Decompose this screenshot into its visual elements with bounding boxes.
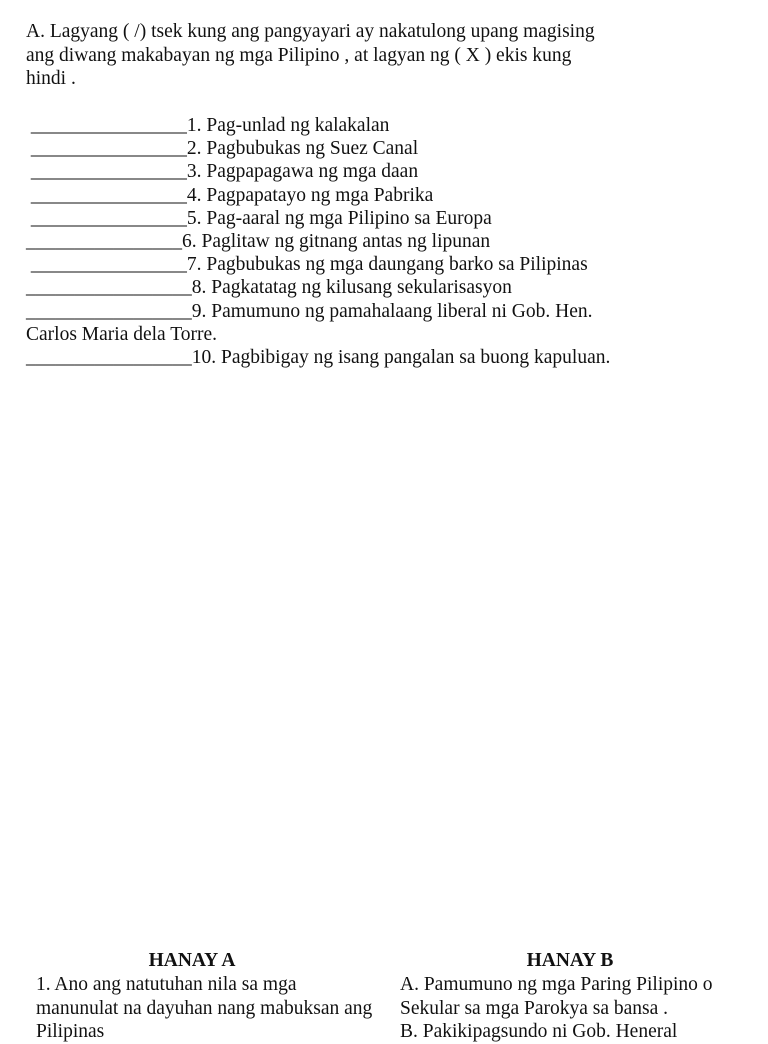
list-item: ________________1. Pag-unlad ng kalakalan (26, 115, 390, 136)
hanay-b-title: HANAY B (526, 950, 614, 971)
list-item: _________________10. Pagbibigay ng isang pangalan sa buong kapuluan. (26, 347, 611, 369)
item-list (26, 114, 746, 369)
list-item: ________________4. Pagpapatayo ng mga Pabrika (26, 184, 434, 206)
hanay-b-item: B. Pakikipagsundo ni Gob. Heneral (400, 1021, 678, 1042)
hanay-b-column (400, 948, 740, 1044)
list-item: ________________3. Pagpapagawa ng mga daan (26, 161, 419, 183)
list-item: ________________7. Pagbubukas ng mga daungang barko sa Pilipinas (26, 254, 588, 276)
hanay-a-column (36, 948, 376, 1044)
instructions-text: A. Lagyang ( /) tsek kung ang pangyayari ay nakatulong upang magising ang diwang makabayan ng mga Pilipino , at lagyan ng ( X ) ekis kung hindi . (26, 21, 595, 89)
list-item: _________________8. Pagkatatag ng kilusang sekularisasyon (26, 277, 512, 299)
list-item: _________________9. Pamumuno ng pamahalaang liberal ni Gob. Hen. Carlos Maria dela Torre. (26, 300, 593, 345)
list-item: ________________5. Pag-aaral ng mga Pilipino sa Europa (26, 207, 492, 229)
hanay-a-title: HANAY A (148, 950, 236, 971)
list-item: ________________6. Paglitaw ng gitnang antas ng lipunan (26, 231, 491, 253)
hanay-b-item: A. Pamumuno ng mga Paring Pilipino o Sekular sa mga Parokya sa bansa . (400, 974, 713, 1019)
hanay-a-item: 1. Ano ang natutuhan nila sa mga manunulat na dayuhan nang mabuksan ang Pilipinas (36, 974, 373, 1042)
list-item: ________________2. Pagbubukas ng Suez Canal (26, 138, 419, 160)
